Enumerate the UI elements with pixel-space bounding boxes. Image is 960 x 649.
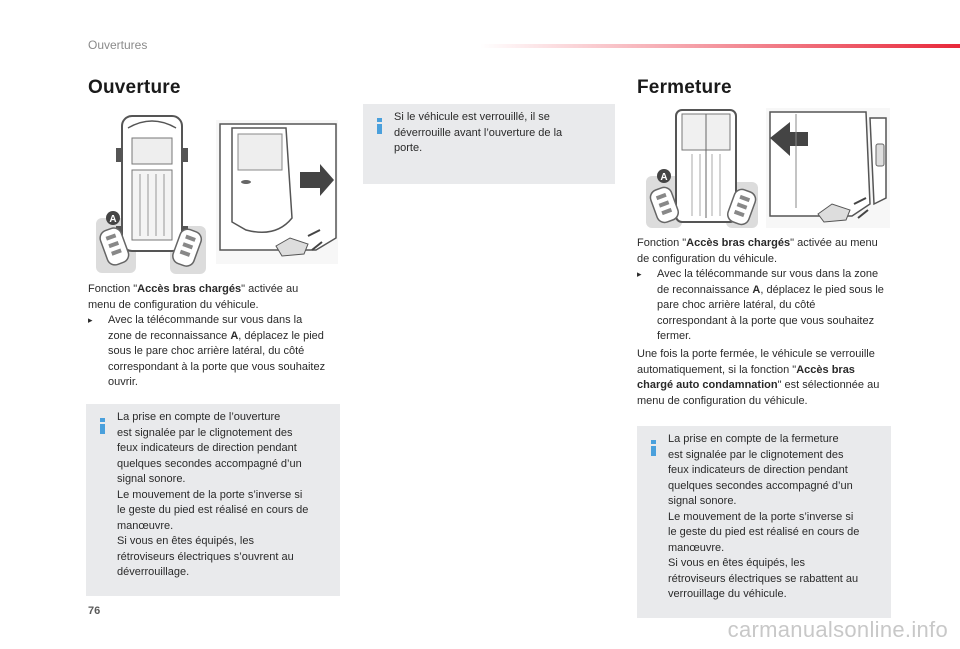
info-line: quelques secondes accompagné d’un xyxy=(117,457,302,470)
right-para2-post: " est sélectionnée au menu de configuration du véhicule. xyxy=(637,379,880,407)
info-line: est signalée par le clignotement des xyxy=(117,426,293,439)
right-para2-pre: Une fois la porte fermée, le véhicule se verrouille automatiquement, si la fonction " xyxy=(637,348,875,376)
info-icon xyxy=(98,418,107,434)
left-bullet-bold: A xyxy=(230,329,239,342)
info-line: déverrouillage. xyxy=(117,566,190,578)
left-bullet-post: , déplacez le pied sous le pare choc arrière latéral, du côté correspondant à la porte que vous souhaitez ouvrir. xyxy=(108,329,326,388)
info-line: déverrouille avant l’ouverture de la xyxy=(394,126,563,139)
fermeture-title: Fermeture xyxy=(637,77,732,98)
info-line: La prise en compte de l’ouverture xyxy=(117,411,281,423)
zone-a-label: A xyxy=(660,172,668,183)
left-info-text xyxy=(117,410,330,581)
info-line: quelques secondes accompagné d’un xyxy=(668,479,853,492)
right-info-box xyxy=(637,426,891,618)
right-para2-bold: Accès bras chargé auto condamnation xyxy=(637,363,855,391)
info-line: signal sonore. xyxy=(668,495,737,507)
info-line: le geste du pied est réalisé en cours de xyxy=(117,504,309,516)
info-line: manœuvre. xyxy=(117,519,174,532)
right-intro-post: " activée au menu de configuration du véhicule. xyxy=(637,237,878,265)
right-intro-bold: Accès bras chargés xyxy=(686,237,791,249)
page-number: 76 xyxy=(88,605,101,617)
info-line: porte. xyxy=(394,142,423,154)
section-header: Ouvertures xyxy=(88,38,148,52)
info-line: Si vous en êtes équipés, les xyxy=(668,557,805,569)
ouverture-title: Ouverture xyxy=(88,77,181,98)
left-intro-post: " activée au menu de configuration du véhicule. xyxy=(88,283,299,311)
info-line: Si le véhicule est verrouillé, il se xyxy=(394,111,550,123)
van-top-view-figure xyxy=(88,108,208,276)
left-intro-pre: Fonction " xyxy=(88,283,138,295)
left-info-box xyxy=(86,404,340,596)
info-line: verrouillage du véhicule. xyxy=(668,588,787,600)
info-line: La prise en compte de la fermeture xyxy=(668,433,839,445)
header-accent-rule xyxy=(480,44,960,48)
right-intro xyxy=(637,236,885,345)
right-bullet-bold: A xyxy=(752,283,761,296)
info-line: est signalée par le clignotement des xyxy=(668,448,844,461)
info-line: le geste du pied est réalisé en cours de xyxy=(668,526,860,538)
right-info-text xyxy=(668,432,881,603)
info-line: manœuvre. xyxy=(668,541,725,554)
info-icon xyxy=(375,118,384,134)
bullet-arrow-icon: ▸ xyxy=(88,315,93,325)
info-line: Le mouvement de la porte s’inverse si xyxy=(668,510,854,523)
left-intro xyxy=(88,282,328,391)
van-side-door-closing-figure xyxy=(766,108,890,228)
left-intro-bold: Accès bras chargés xyxy=(137,283,242,295)
van-side-door-opening-figure xyxy=(216,118,340,268)
middle-info-text xyxy=(394,110,605,157)
left-bullet-pre: Avec la télécommande sur vous dans la zone de reconnaissance xyxy=(108,314,303,342)
info-icon xyxy=(649,440,658,456)
bullet-arrow-icon: ▸ xyxy=(637,269,642,279)
right-bullet-pre: Avec la télécommande sur vous dans la zone de reconnaissance xyxy=(657,268,879,296)
watermark: carmanualsonline.info xyxy=(727,617,948,642)
middle-info-box xyxy=(363,104,615,184)
info-line: rétroviseurs électriques s’ouvrent au xyxy=(117,550,294,563)
info-line: signal sonore. xyxy=(117,473,186,485)
right-bullet-post: , déplacez le pied sous le pare choc arrière latéral, du côté correspondant à la porte que vous souhaitez fermer. xyxy=(657,283,884,342)
info-line: Le mouvement de la porte s’inverse si xyxy=(117,488,303,501)
info-line: rétroviseurs électriques se rabattent au xyxy=(668,572,859,585)
right-autolock-paragraph xyxy=(637,347,885,409)
info-line: feux indicateurs de direction pendant xyxy=(668,464,848,476)
van-rear-view-figure xyxy=(640,108,760,230)
zone-a-label: A xyxy=(109,214,117,225)
info-line: Si vous en êtes équipés, les xyxy=(117,535,254,547)
right-intro-pre: Fonction " xyxy=(637,237,687,249)
info-line: feux indicateurs de direction pendant xyxy=(117,442,297,454)
